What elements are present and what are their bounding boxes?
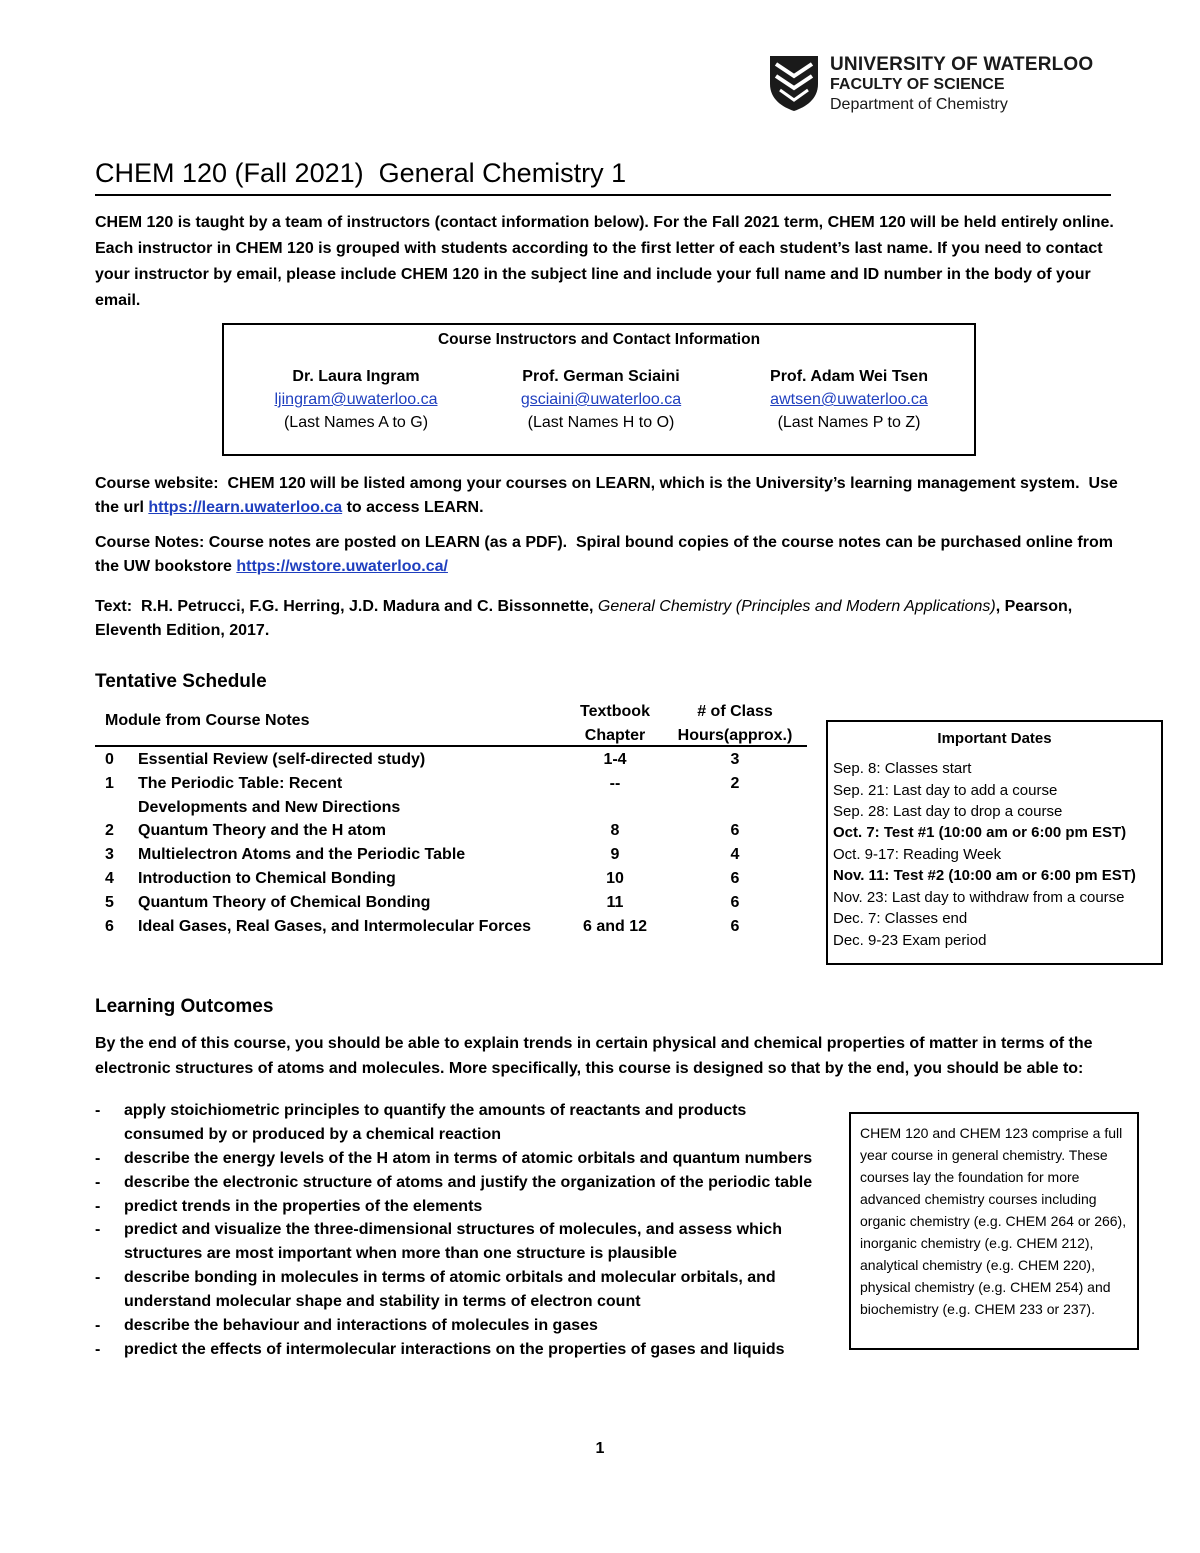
list-bullet: -: [95, 1317, 101, 1334]
course-website-paragraph: [95, 472, 1125, 520]
schedule-heading: Tentative Schedule: [95, 671, 267, 692]
date-item: Oct. 9-17: Reading Week: [833, 846, 1002, 863]
column-header-hours-line2: Hours(approx.): [677, 727, 793, 744]
module-hours: 4: [730, 846, 740, 863]
module-title: Ideal Gases, Real Gases, and Intermolecular Forces: [138, 918, 532, 935]
instructor-group: (Last Names P to Z): [777, 414, 921, 431]
instructor-group: (Last Names A to G): [283, 414, 429, 431]
page-number: 1: [595, 1440, 605, 1457]
module-number: 3: [105, 846, 114, 863]
outcomes-intro: By the end of this course, you should be able to explain trends in certain physical and chemical properties of matter in terms of the electronic structures of atoms and molecules. More specifically, this course is designed so that by the end, you should be able to:: [95, 1035, 1093, 1077]
university-name: UNIVERSITY OF WATERLOO: [830, 54, 1094, 75]
crest-icon: [768, 54, 820, 112]
textbook-publisher: , Pearson, Eleventh Edition, 2017.: [95, 598, 1073, 639]
course-notes-label: Course Notes:: [95, 534, 205, 551]
important-dates-box: [826, 720, 1163, 965]
module-number: 2: [105, 822, 114, 839]
module-title: Essential Review (self-directed study): [138, 751, 426, 768]
module-hours: 6: [730, 822, 740, 839]
university-logo: [768, 54, 1128, 118]
list-bullet: -: [95, 1269, 101, 1286]
list-bullet: -: [95, 1221, 101, 1238]
outcome-text: apply stoichiometric principles to quantify the amounts of reactants and products consumed by or produced by a chemical reaction: [124, 1102, 747, 1143]
course-website-text: CHEM 120 will be listed among your courses on LEARN, which is the University’s learning management system. Use the url: [95, 475, 1123, 516]
course-notes-paragraph: [95, 531, 1125, 579]
learn-url-link[interactable]: https://learn.uwaterloo.ca: [148, 499, 343, 516]
module-hours: 6: [730, 894, 740, 911]
module-number: 6: [105, 918, 114, 935]
module-hours: 2: [730, 775, 740, 792]
intro-paragraph: CHEM 120 is taught by a team of instructors (contact information below). For the Fall 2021 term, CHEM 120 will be held entirely online. Each instructor in CHEM 120 is grouped with students according to the first letter of each student’s last name. If you need to contact your instructor by email, please include CHEM 120 in the subject line and include your full name and ID number in the body of your email.: [95, 214, 1114, 309]
bookstore-url-link[interactable]: https://wstore.uwaterloo.ca/: [236, 558, 448, 575]
instructor-card: [729, 365, 969, 434]
department-name: Department of Chemistry: [830, 96, 1008, 113]
textbook-paragraph: [95, 595, 1125, 643]
date-item: Dec. 9-23 Exam period: [833, 932, 987, 949]
course-sequence-note: CHEM 120 and CHEM 123 comprise a full year course in general chemistry. These courses lay the foundation for more advanced chemistry courses including organic chemistry (e.g. CHEM 264 or 266), inorganic chemistry (e.g. CHEM 212), analytical chemistry (e.g. CHEM 220), physical chemistry (e.g. CHEM 254) and biochemistry (e.g. CHEM 233 or 237).: [849, 1112, 1139, 1350]
column-header-chapter-line1: Textbook: [580, 703, 650, 720]
table-header-rule: [95, 745, 807, 747]
outcome-text: predict and visualize the three-dimensional structures of molecules, and assess which structures are most important when more than one structure is plausible: [124, 1221, 782, 1262]
outcome-text: predict trends in the properties of the elements: [124, 1198, 483, 1215]
module-hours: 3: [730, 751, 740, 768]
list-bullet: -: [95, 1174, 101, 1191]
date-item: Dec. 7: Classes end: [833, 910, 968, 927]
outcome-text: describe the electronic structure of atoms and justify the organization of the periodic table: [124, 1174, 813, 1191]
textbook-label: Text:: [95, 598, 133, 615]
column-header-chapter: [565, 700, 665, 748]
faculty-name: FACULTY OF SCIENCE: [830, 76, 1005, 93]
title-divider: [95, 194, 1111, 196]
instructor-group: (Last Names H to O): [527, 414, 675, 431]
course-website-label: Course website:: [95, 475, 219, 492]
module-title: Multielectron Atoms and the Periodic Table: [138, 846, 466, 863]
instructor-card: [481, 365, 721, 434]
date-item: Sep. 8: Classes start: [833, 760, 972, 777]
module-title: Quantum Theory of Chemical Bonding: [138, 894, 431, 911]
module-hours: 6: [730, 918, 740, 935]
column-header-chapter-line2: Chapter: [584, 727, 646, 744]
list-bullet: -: [95, 1341, 101, 1358]
contact-box-title: Course Instructors and Contact Information: [437, 331, 761, 348]
module-chapter: 6 and 12: [582, 918, 648, 935]
module-chapter: 11: [606, 894, 624, 911]
page-title: CHEM 120 (Fall 2021) General Chemistry 1: [95, 158, 627, 188]
instructor-name: Prof. Adam Wei Tsen: [770, 368, 928, 385]
module-number: 1: [105, 775, 114, 792]
module-hours: 6: [730, 870, 740, 887]
module-number: 5: [105, 894, 114, 911]
module-chapter: 8: [610, 822, 620, 839]
course-notes-text: Course notes are posted on LEARN (as a PDF). Spiral bound copies of the course notes can be purchased online from the UW bookstore: [95, 534, 1118, 575]
outcome-text: describe bonding in molecules in terms of atomic orbitals and molecular orbitals, and understand molecular shape and stability in terms of electron count: [124, 1269, 776, 1310]
date-item-test: Oct. 7: Test #1 (10:00 am or 6:00 pm EST): [833, 824, 1127, 841]
outcome-text: predict the effects of intermolecular interactions on the properties of gases and liquids: [124, 1341, 785, 1358]
instructor-name: Dr. Laura Ingram: [292, 368, 420, 385]
module-chapter: --: [609, 775, 621, 792]
instructor-card: [236, 365, 476, 434]
date-item: Sep. 28: Last day to drop a course: [833, 803, 1063, 820]
date-item-test: Nov. 11: Test #2 (10:00 am or 6:00 pm EST): [833, 867, 1136, 884]
outcome-text: describe the behaviour and interactions of molecules in gases: [124, 1317, 598, 1334]
module-title: Introduction to Chemical Bonding: [138, 870, 396, 887]
list-bullet: -: [95, 1102, 101, 1119]
module-chapter: 10: [606, 870, 624, 887]
instructor-name: Prof. German Sciaini: [522, 368, 680, 385]
list-bullet: -: [95, 1150, 101, 1167]
list-bullet: -: [95, 1198, 101, 1215]
module-chapter: 9: [610, 846, 620, 863]
textbook-authors: R.H. Petrucci, F.G. Herring, J.D. Madura and C. Bissonnette,: [132, 598, 598, 615]
date-item: Sep. 21: Last day to add a course: [833, 782, 1058, 799]
module-title: The Periodic Table: Recent Developments and New Directions: [138, 775, 401, 816]
module-number: 4: [105, 870, 114, 887]
module-chapter: 1-4: [603, 751, 627, 768]
instructor-contact-box: [222, 323, 976, 456]
column-header-hours: [670, 700, 800, 748]
important-dates-title: Important Dates: [937, 730, 1052, 747]
instructor-email-link[interactable]: gsciaini@uwaterloo.ca: [520, 391, 682, 408]
course-website-text-end: to access LEARN.: [342, 499, 484, 516]
column-header-hours-line1: # of Class: [697, 703, 773, 720]
column-header-module: Module from Course Notes: [105, 712, 310, 729]
outcomes-heading: Learning Outcomes: [95, 996, 274, 1017]
instructor-email-link[interactable]: awtsen@uwaterloo.ca: [770, 391, 928, 408]
textbook-title: General Chemistry (Principles and Modern Applications): [597, 598, 996, 615]
outcome-text: describe the energy levels of the H atom in terms of atomic orbitals and quantum numbers: [124, 1150, 813, 1167]
module-number: 0: [105, 751, 114, 768]
module-title: Quantum Theory and the H atom: [138, 822, 387, 839]
instructor-email-link[interactable]: ljingram@uwaterloo.ca: [274, 391, 438, 408]
date-item: Nov. 23: Last day to withdraw from a course: [833, 889, 1125, 906]
